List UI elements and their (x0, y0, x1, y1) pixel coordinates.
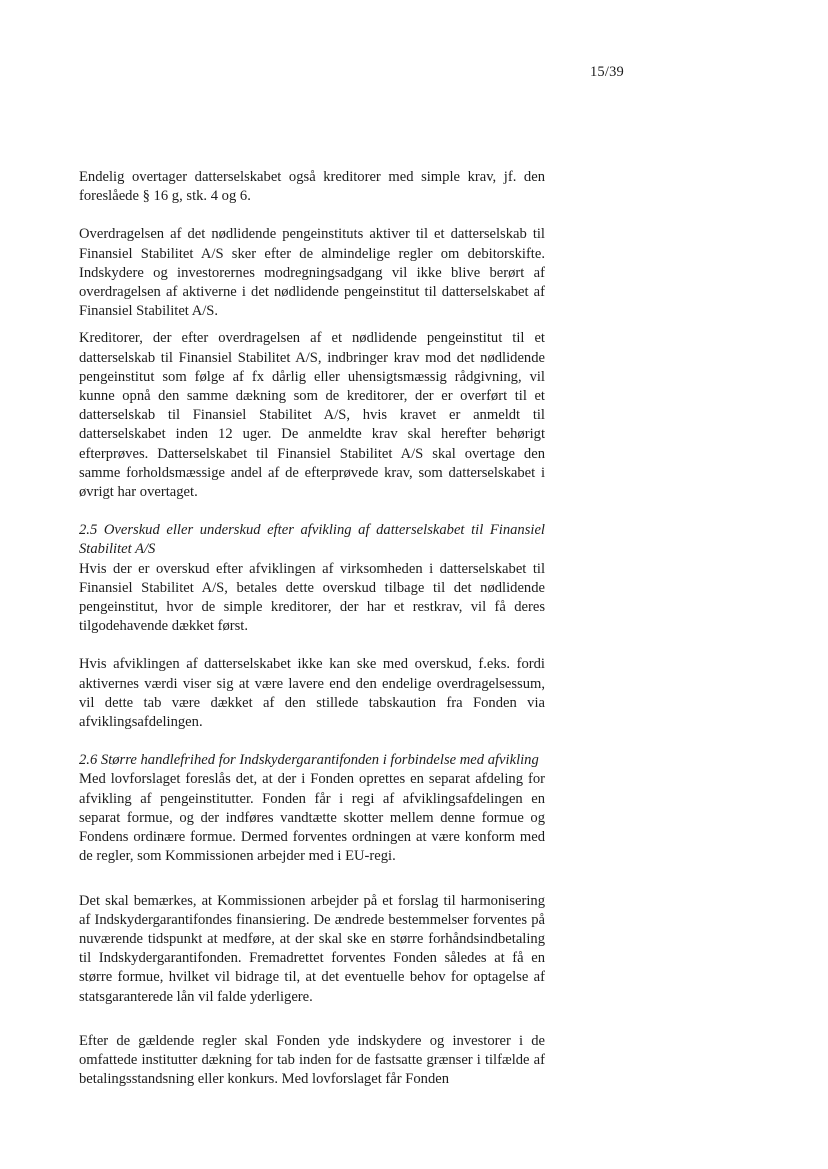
paragraph-afviklingsafdeling: Med lovforslaget foreslås det, at der i Fonden oprettes en separat afdeling for afvikling af pengeinstitutter. Fonden får i regi af afviklingsafdelingen en separat formue, og der indføres vandtætte skotter mellem denne formue og Fondens ordinære formue. Dermed forventes ordningen at være konform med de regler, som Kommissionen arbejder med i EU-regi. (79, 771, 545, 865)
page-number: 15/39 (589, 64, 624, 80)
section-heading-2-6: 2.6 Større handlefrihed for Indskydergarantifonden i forbindelse med afvikling (79, 752, 539, 769)
paragraph-endelig: Endelig overtager datterselskabet også kreditorer med simple krav, jf. den foreslåede § 16 g, stk. 4 og 6. (79, 169, 545, 205)
paragraph-underskud: Hvis afviklingen af datterselskabet ikke kan ske med overskud, f.eks. fordi aktivernes værdi viser sig at være lavere end den endelige overdragelsessum, vil dette tab være dækket af den stillede tabskaution fra Fonden via afviklingsafdelingen. (79, 656, 545, 731)
paragraph-overskud: Hvis der er overskud efter afviklingen af virksomheden i datterselskabet til Finansiel Stabilitet A/S, betales dette overskud tilbage til det nødlidende pengeinstitut, hvor de simple kreditorer, der har et restkrav, vil få deres tilgodehavende dækket først. (79, 560, 545, 635)
paragraph-overdragelsen: Overdragelsen af det nødlidende pengeinstituts aktiver til et datterselskab til Finansiel Stabilitet A/S sker efter de almindelige regler om debitorskifte. Indskydere og investorernes modregningsadgang vil ikke blive berørt af overdragelsen af aktiverne i det nødlidende pengeinstitut til datterselskabet af Finansiel Stabilitet A/S. (79, 226, 545, 320)
paragraph-kreditorer: Kreditorer, der efter overdragelsen af et nødlidende pengeinstitut til et datterselskab til Finansiel Stabilitet A/S, indbringer krav mod det nødlidende pengeinstitut som følge af fx dårlig eller uhensigtsmæssig rådgivning, vil kunne opnå den samme dækning som de kreditorer, der er overført til et datterselskab til Finansiel Stabilitet A/S, hvis kravet er anmeldt til datterselskabet inden 12 uger. De anmeldte krav skal herefter behørigt efterprøves. Datterselskabet til Finansiel Stabilitet A/S skal overtage den samme forholdsmæssige andel af de efterprøvede krav, som datterselskabet i øvrigt har overtaget. (79, 330, 545, 501)
section-heading-2-5: 2.5 Overskud eller underskud efter afvikling af datterselskabet til Finansiel Stabilitet A/S (79, 522, 545, 558)
paragraph-gaeldende-regler: Efter de gældende regler skal Fonden yde indskydere og investorer i de omfattede institutter dækning for tab inden for de fastsatte grænser i tilfælde af betalingsstandsning eller konkurs. Med lovforslaget får Fonden (79, 1032, 545, 1088)
document-body (79, 168, 545, 1089)
paragraph-kommissionen: Det skal bemærkes, at Kommissionen arbejder på et forslag til harmonisering af Indskydergarantifondes finansiering. De ændrede bestemmelser forventes på nuværende tidspunkt at medføre, at der skal ske en større forhåndsindbetaling til Indskydergarantifonden. Fremadrettet forventes Fonden således at få en større formue, hvilket vil bidrage til, at det eventuelle behov for optagelse af statsgaranterede lån vil falde yderligere. (79, 892, 545, 1005)
